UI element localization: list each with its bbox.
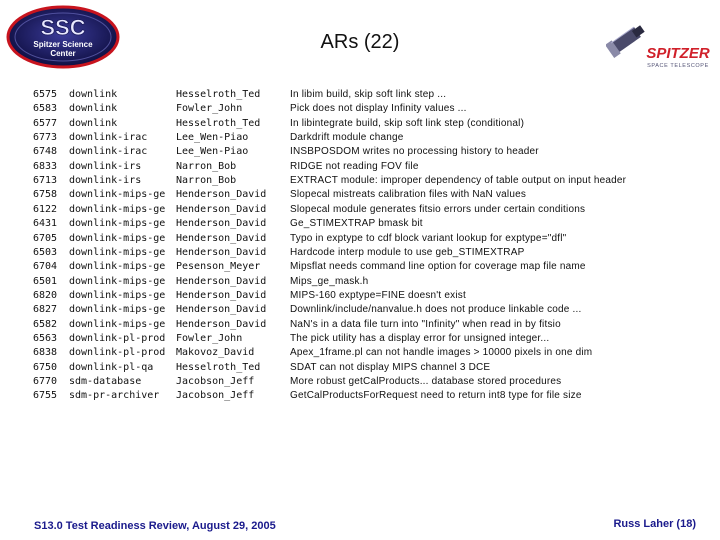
ar-number: 6503 xyxy=(33,246,58,258)
ar-owner: Henderson_David xyxy=(176,304,267,316)
ar-owner: Henderson_David xyxy=(176,275,267,287)
ar-number: 6582 xyxy=(33,318,58,330)
ar-number: 6750 xyxy=(33,361,58,373)
ar-module: sdm-database xyxy=(69,376,142,387)
ar-module: downlink xyxy=(69,103,118,115)
ar-owner: Lee_Wen-Piao xyxy=(176,132,249,144)
ar-owner: Henderson_David xyxy=(176,232,267,244)
slide-title: ARs (22) xyxy=(320,31,400,53)
ar-module: downlink-pl-prod xyxy=(69,332,166,344)
ar-number: 6827 xyxy=(33,304,58,316)
spitzer-logo xyxy=(606,14,714,72)
ar-module: downlink-pl-qa xyxy=(69,361,154,373)
ar-description: SDAT can not display MIPS channel 3 DCE xyxy=(290,361,491,373)
ar-module: downlink-mips-ge xyxy=(69,189,166,201)
ar-owner: Henderson_David xyxy=(176,189,267,201)
ar-owner: Jacobson_Jeff xyxy=(176,390,255,402)
ar-number: 6563 xyxy=(33,332,58,344)
ar-owner: Hesselroth_Ted xyxy=(176,117,261,129)
ar-module: sdm-pr-archiver xyxy=(69,390,160,402)
ar-module: downlink-mips-ge xyxy=(69,246,166,258)
ar-owner: Makovoz_David xyxy=(176,347,255,359)
ar-number: 6583 xyxy=(33,103,58,115)
ar-description: NaN's in a data file turn into "Infinity" when read in by fitsio xyxy=(290,318,561,330)
ar-owner: Henderson_David xyxy=(176,289,267,301)
ssc-logo-line1: Spitzer Science xyxy=(33,40,93,49)
ar-description: The pick utility has a display error for unsigned integer... xyxy=(290,332,550,344)
ar-number: 6838 xyxy=(33,347,58,359)
ar-module: downlink-mips-ge xyxy=(69,218,166,230)
ar-owner: Narron_Bob xyxy=(176,160,237,172)
ar-number: 6770 xyxy=(33,376,58,387)
ar-module: downlink xyxy=(69,89,118,100)
ar-description: Ge_STIMEXTRAP bmask bit xyxy=(290,218,423,230)
ar-owner: Fowler_John xyxy=(176,332,243,344)
ar-owner: Narron_Bob xyxy=(176,175,237,187)
ssc-logo-abbrev: SSC xyxy=(40,15,86,40)
ar-module: downlink-irac xyxy=(69,146,148,158)
ar-number: 6122 xyxy=(33,203,58,215)
footer-right: Russ Laher (18) xyxy=(613,518,696,530)
ar-owner: Hesselroth_Ted xyxy=(176,89,261,100)
ar-description: Mips_ge_mask.h xyxy=(290,275,369,287)
ar-description: Downlink/include/nanvalue.h does not produce linkable code ... xyxy=(290,304,582,316)
ar-owner: Hesselroth_Ted xyxy=(176,361,261,373)
spitzer-telescope-icon xyxy=(606,14,714,72)
ar-number: 6704 xyxy=(33,261,58,273)
ar-module: downlink-mips-ge xyxy=(69,318,166,330)
ar-description: RIDGE not reading FOV file xyxy=(290,160,419,172)
ar-number: 6820 xyxy=(33,289,58,301)
ar-owner: Fowler_John xyxy=(176,103,243,115)
ar-module: downlink-mips-ge xyxy=(69,304,166,316)
spitzer-logo-name: SPITZER xyxy=(646,45,710,62)
ar-module: downlink xyxy=(69,117,118,129)
ar-owner: Jacobson_Jeff xyxy=(176,376,255,387)
ar-number: 6577 xyxy=(33,117,58,129)
ar-description: EXTRACT module: improper dependency of table output on input header xyxy=(290,175,627,187)
ar-owner: Henderson_David xyxy=(176,246,267,258)
ar-number: 6755 xyxy=(33,390,58,402)
ar-description: Apex_1frame.pl can not handle images > 10000 pixels in one dim xyxy=(290,347,593,359)
ar-description: Slopecal module generates fitsio errors under certain conditions xyxy=(290,203,586,215)
ar-module: downlink-irs xyxy=(69,160,142,172)
ar-owner: Henderson_David xyxy=(176,203,267,215)
ar-description: INSBPOSDOM writes no processing history to header xyxy=(290,146,539,158)
ar-module: downlink-irs xyxy=(69,175,142,187)
ar-description: In libintegrate build, skip soft link step (conditional) xyxy=(290,117,525,129)
ar-number: 6431 xyxy=(33,218,58,230)
ssc-logo-line2: Center xyxy=(50,49,76,58)
ar-description: Pick does not display Infinity values ... xyxy=(290,103,467,115)
ar-description: Hardcode interp module to use geb_STIMEXTRAP xyxy=(290,246,525,258)
ar-description: MIPS-160 exptype=FINE doesn't exist xyxy=(290,289,466,301)
ar-module: downlink-mips-ge xyxy=(69,275,166,287)
ar-owner: Henderson_David xyxy=(176,318,267,330)
ar-description: GetCalProductsForRequest need to return int8 type for file size xyxy=(290,390,582,402)
ar-module: downlink-mips-ge xyxy=(69,232,166,244)
ar-description: More robust getCalProducts... database stored procedures xyxy=(290,376,562,387)
ar-number: 6575 xyxy=(33,89,58,100)
spitzer-logo-tagline: SPACE TELESCOPE xyxy=(647,63,709,69)
footer-left: S13.0 Test Readiness Review, August 29, 2005 xyxy=(34,520,276,532)
ar-number: 6758 xyxy=(33,189,58,201)
ar-owner: Lee_Wen-Piao xyxy=(176,146,249,158)
ar-number: 6705 xyxy=(33,232,58,244)
ar-owner: Henderson_David xyxy=(176,218,267,230)
ar-number: 6713 xyxy=(33,175,58,187)
ar-description: Slopecal mistreats calibration files with NaN values xyxy=(290,189,527,201)
ar-description: Darkdrift module change xyxy=(290,132,404,144)
ar-module: downlink-pl-prod xyxy=(69,347,166,359)
ar-description: Typo in exptype to cdf block variant lookup for exptype="dfl" xyxy=(290,232,567,244)
ar-number: 6833 xyxy=(33,160,58,172)
ar-module: downlink-mips-ge xyxy=(69,261,166,273)
ar-module: downlink-irac xyxy=(69,132,148,144)
ar-description: In libim build, skip soft link step ... xyxy=(290,89,447,100)
ar-number: 6748 xyxy=(33,146,58,158)
ar-owner: Pesenson_Meyer xyxy=(176,261,261,273)
ar-description: Mipsflat needs command line option for coverage map file name xyxy=(290,261,586,273)
ar-number: 6501 xyxy=(33,275,58,287)
ar-module: downlink-mips-ge xyxy=(69,203,166,215)
ar-module: downlink-mips-ge xyxy=(69,289,166,301)
ar-number: 6773 xyxy=(33,132,58,144)
